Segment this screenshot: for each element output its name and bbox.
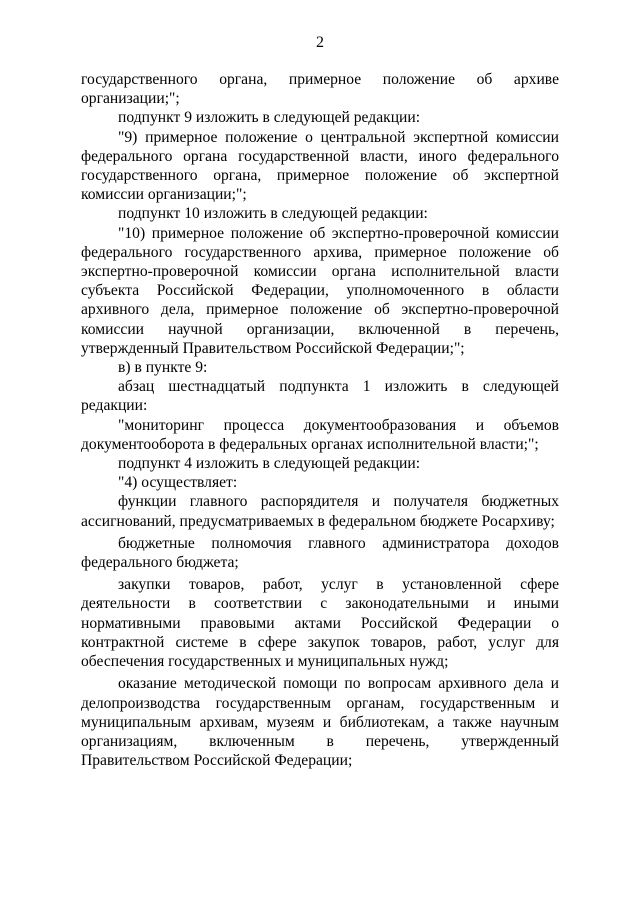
paragraph-subitem-10-instruction: подпункт 10 изложить в следующей редакции: [118, 205, 428, 223]
paragraph-budget-functions: функции главного распорядителя и получателя бюджетных ассигнований, предусматриваемых в федеральном бюджете Росархиву; [81, 493, 559, 530]
paragraph-subitem-9-instruction: подпункт 9 изложить в следующей редакции: [118, 109, 421, 127]
paragraph-item-v: в) в пункте 9: [118, 359, 208, 377]
page-number: 2 [316, 34, 324, 51]
paragraph-abzac-instruction: абзац шестнадцатый подпункта 1 изложить в следующей редакции: [81, 378, 559, 415]
paragraph-subitem-4-instruction: подпункт 4 изложить в следующей редакции: [118, 455, 421, 473]
paragraph-monitoring-text: "мониторинг процесса документообразования и объемов документооборота в федеральных органах исполнительной власти;"; [81, 416, 559, 453]
paragraph-subitem-10-text: "10) примерное положение об экспертно-проверочной комиссии федерального государственного архива, примерное положение об экспертно-проверочной комиссии органа исполнительной власти субъекта Российской Федерации, уполномоченного в области архивного дела, примерное положение об экспертно-проверочной комиссии научной организации, включенной в перечень, утвержденный Правительством Российской Федерации;"; [81, 224, 559, 357]
paragraph-methodical-help: оказание методической помощи по вопросам архивного дела и делопроизводства государственным органам, государственным и муниципальным архивам, музеям и библиотекам, а также научным организациям, включенным в перечень, утвержденный Правительством Российской Федерации; [81, 675, 559, 770]
paragraph-continuation: государственного органа, примерное положение об архиве организации;"; [81, 71, 559, 108]
paragraph-subitem-9-text: "9) примерное положение о центральной экспертной комиссии федерального органа государственной власти, иного федерального государственного органа, примерное положение об экспертной комиссии организации;"; [81, 128, 559, 204]
paragraph-procurement: закупки товаров, работ, услуг в установленной сфере деятельности в соответствии с законодательными и иными нормативными правовыми актами Российской Федерации о контрактной системе в сфере закупок товаров, работ, услуг для обеспечения государственных и муниципальных нужд; [81, 576, 559, 671]
paragraph-subitem-4-lead: "4) осуществляет: [118, 474, 238, 492]
document-body [81, 70, 559, 770]
paragraph-budget-powers: бюджетные полномочия главного администратора доходов федерального бюджета; [81, 534, 559, 572]
